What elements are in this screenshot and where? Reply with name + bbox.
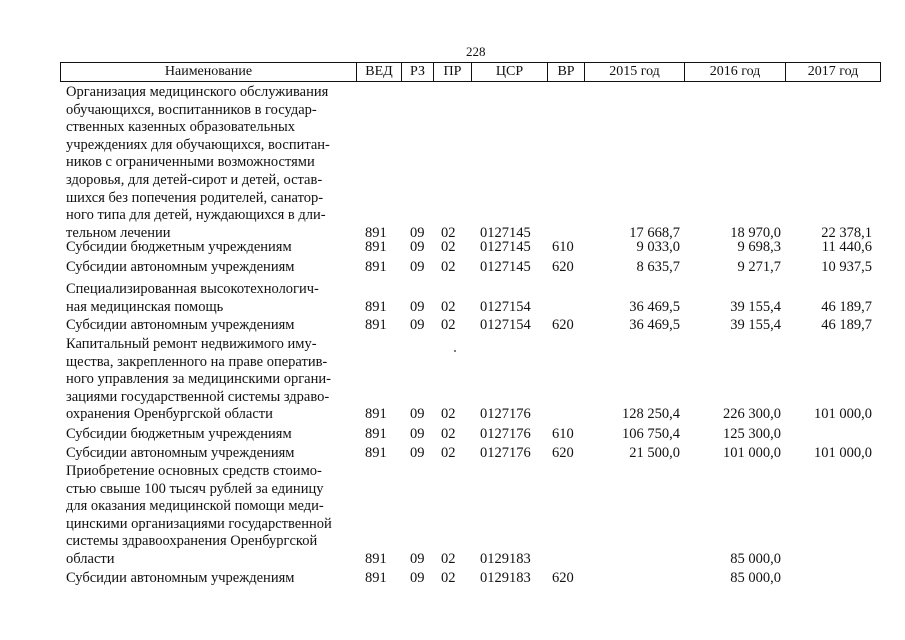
cell-pr: 02 bbox=[441, 406, 456, 423]
table-row bbox=[0, 570, 905, 588]
cell-ved: 891 bbox=[365, 406, 387, 423]
cell-vr: 620 bbox=[552, 259, 574, 275]
row-name bbox=[66, 317, 358, 335]
row-name-line: Организация медицинского обслуживания bbox=[66, 84, 329, 100]
cell-y2015: 8 635,7 bbox=[636, 259, 680, 275]
row-name-line: системы здравоохранения Оренбургской bbox=[66, 533, 318, 550]
cell-vr: 620 bbox=[552, 570, 574, 586]
table-row bbox=[0, 84, 905, 242]
cell-csr: 0127176 bbox=[480, 406, 531, 423]
table-row bbox=[0, 445, 905, 463]
scan-speck bbox=[454, 350, 456, 352]
cell-y2015: 21 500,0 bbox=[629, 445, 680, 461]
cell-csr: 0127154 bbox=[480, 317, 531, 333]
cell-ved: 891 bbox=[365, 239, 387, 255]
row-name-line: Капитальный ремонт недвижимого иму- bbox=[66, 336, 317, 352]
table-row bbox=[0, 426, 905, 444]
row-name-line: здоровья, для детей-сирот и детей, остав- bbox=[66, 171, 323, 188]
header-ved: ВЕД bbox=[356, 62, 402, 82]
row-name-line: шихся без попечения родителей, санатор- bbox=[66, 189, 324, 206]
row-name-line: обучающихся, воспитанников в государ- bbox=[66, 101, 317, 118]
row-name-line: зациями государственной системы здраво- bbox=[66, 388, 330, 405]
cell-ved: 891 bbox=[365, 259, 387, 275]
cell-csr: 0127154 bbox=[480, 298, 531, 315]
row-name-line: учреждениях для обучающихся, воспитан- bbox=[66, 136, 330, 153]
row-name-line: ная медицинская помощь bbox=[66, 298, 224, 315]
row-name-line: Субсидии бюджетным учреждениям bbox=[66, 239, 292, 255]
cell-y2016: 125 300,0 bbox=[723, 426, 781, 442]
cell-pr: 02 bbox=[441, 445, 456, 461]
cell-ved: 891 bbox=[365, 426, 387, 442]
row-name bbox=[66, 570, 358, 588]
cell-rz: 09 bbox=[410, 259, 425, 275]
cell-y2016: 85 000,0 bbox=[730, 551, 781, 567]
cell-csr: 0127176 bbox=[480, 426, 531, 442]
cell-pr: 02 bbox=[441, 570, 456, 586]
cell-csr: 0127145 bbox=[480, 239, 531, 255]
table-row bbox=[0, 336, 905, 424]
cell-ved: 891 bbox=[365, 445, 387, 461]
cell-csr: 0127145 bbox=[480, 259, 531, 275]
cell-y2016: 226 300,0 bbox=[723, 406, 781, 423]
cell-y2016: 85 000,0 bbox=[730, 570, 781, 586]
cell-csr: 0127176 bbox=[480, 445, 531, 461]
row-name-line: ников с ограниченными возможностями bbox=[66, 154, 315, 171]
row-name-line: цинскими организациями государственной bbox=[66, 515, 332, 532]
cell-y2016: 39 155,4 bbox=[730, 298, 781, 315]
row-name-line: тельном лечении bbox=[66, 224, 171, 241]
row-name-line: Приобретение основных средств стоимо- bbox=[66, 463, 322, 479]
cell-rz: 09 bbox=[410, 239, 425, 255]
cell-csr: 0127145 bbox=[480, 224, 531, 241]
row-name bbox=[66, 336, 358, 424]
header-2015: 2015 год bbox=[584, 62, 685, 82]
header-vr: ВР bbox=[547, 62, 585, 82]
cell-y2017: 46 189,7 bbox=[821, 317, 872, 333]
row-name bbox=[66, 445, 358, 463]
cell-rz: 09 bbox=[410, 570, 425, 586]
cell-y2017: 11 440,6 bbox=[821, 239, 872, 255]
cell-y2017: 101 000,0 bbox=[814, 445, 872, 461]
cell-pr: 02 bbox=[441, 298, 456, 315]
cell-y2015: 128 250,4 bbox=[622, 406, 680, 423]
cell-ved: 891 bbox=[365, 570, 387, 586]
cell-rz: 09 bbox=[410, 224, 425, 241]
row-name-line: для оказания медицинской помощи меди- bbox=[66, 498, 324, 515]
cell-csr: 0129183 bbox=[480, 570, 531, 586]
cell-rz: 09 bbox=[410, 298, 425, 315]
cell-y2017: 101 000,0 bbox=[814, 406, 872, 423]
cell-rz: 09 bbox=[410, 406, 425, 423]
row-name-line: Специализированная высокотехнологич- bbox=[66, 281, 319, 297]
table-row bbox=[0, 239, 905, 257]
row-name-line: ственных казенных образовательных bbox=[66, 119, 295, 136]
cell-y2016: 101 000,0 bbox=[723, 445, 781, 461]
row-name-line: Субсидии бюджетным учреждениям bbox=[66, 426, 292, 442]
cell-rz: 09 bbox=[410, 551, 425, 567]
header-2016: 2016 год bbox=[684, 62, 786, 82]
cell-vr: 610 bbox=[552, 426, 574, 442]
cell-ved: 891 bbox=[365, 551, 387, 567]
cell-ved: 891 bbox=[365, 317, 387, 333]
cell-ved: 891 bbox=[365, 224, 387, 241]
row-name bbox=[66, 239, 358, 257]
cell-pr: 02 bbox=[441, 551, 456, 567]
header-rz: РЗ bbox=[401, 62, 434, 82]
cell-vr: 620 bbox=[552, 445, 574, 461]
cell-y2017: 46 189,7 bbox=[821, 298, 872, 315]
cell-pr: 02 bbox=[441, 259, 456, 275]
cell-y2016: 39 155,4 bbox=[730, 317, 781, 333]
table-row bbox=[0, 281, 905, 316]
cell-pr: 02 bbox=[441, 239, 456, 255]
cell-pr: 02 bbox=[441, 426, 456, 442]
cell-pr: 02 bbox=[441, 224, 456, 241]
row-name bbox=[66, 426, 358, 444]
row-name-line: ного типа для детей, нуждающихся в дли- bbox=[66, 207, 326, 224]
cell-pr: 02 bbox=[441, 317, 456, 333]
table-row bbox=[0, 317, 905, 335]
cell-y2017: 22 378,1 bbox=[821, 224, 872, 241]
table-row bbox=[0, 463, 905, 569]
row-name-line: Субсидии автономным учреждениям bbox=[66, 259, 295, 275]
header-pr: ПР bbox=[433, 62, 472, 82]
row-name-line: Субсидии автономным учреждениям bbox=[66, 445, 295, 461]
row-name-line: охранения Оренбургской области bbox=[66, 406, 273, 423]
row-name bbox=[66, 84, 358, 242]
header-2017: 2017 год bbox=[785, 62, 881, 82]
cell-csr: 0129183 bbox=[480, 551, 531, 567]
cell-vr: 610 bbox=[552, 239, 574, 255]
header-csr: ЦСР bbox=[471, 62, 548, 82]
row-name-line: ного управления за медицинскими органи- bbox=[66, 371, 331, 388]
cell-y2015: 36 469,5 bbox=[629, 317, 680, 333]
row-name-line: Субсидии автономным учреждениям bbox=[66, 317, 295, 333]
page-number: 228 bbox=[466, 44, 486, 59]
row-name bbox=[66, 259, 358, 277]
row-name-line: щества, закрепленного на праве оператив- bbox=[66, 353, 328, 370]
cell-vr: 620 bbox=[552, 317, 574, 333]
cell-rz: 09 bbox=[410, 317, 425, 333]
cell-rz: 09 bbox=[410, 426, 425, 442]
cell-ved: 891 bbox=[365, 298, 387, 315]
cell-y2016: 9 698,3 bbox=[737, 239, 781, 255]
cell-y2015: 36 469,5 bbox=[629, 298, 680, 315]
header-name: Наименование bbox=[60, 62, 357, 82]
row-name bbox=[66, 281, 358, 316]
cell-y2017: 10 937,5 bbox=[821, 259, 872, 275]
row-name-line: стью свыше 100 тысяч рублей за единицу bbox=[66, 480, 324, 497]
row-name-line: Субсидии автономным учреждениям bbox=[66, 570, 295, 586]
row-name-line: области bbox=[66, 550, 115, 567]
cell-y2015: 9 033,0 bbox=[636, 239, 680, 255]
cell-rz: 09 bbox=[410, 445, 425, 461]
cell-y2016: 18 970,0 bbox=[730, 224, 781, 241]
row-name bbox=[66, 463, 358, 569]
table-row bbox=[0, 259, 905, 277]
cell-y2016: 9 271,7 bbox=[737, 259, 781, 275]
cell-y2015: 106 750,4 bbox=[622, 426, 680, 442]
cell-y2015: 17 668,7 bbox=[629, 224, 680, 241]
